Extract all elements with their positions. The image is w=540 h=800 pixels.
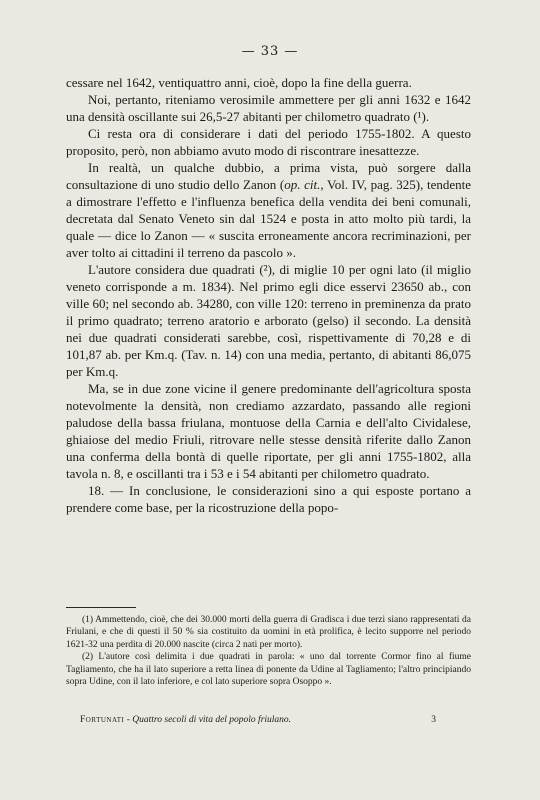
footnotes <box>66 614 471 688</box>
paragraph-text: In realtà, un qualche dubbio, a prima vista, può sorgere dalla consultazione di uno studio dello Zanon ( <box>66 160 471 192</box>
page-number: — 33 — <box>241 44 299 59</box>
paragraph-text: , Vol. IV, pag. 325), tendente a dimostrare l'effetto e l'influenza benefica della vendita dei beni comunali, decretata dal Senato Veneto sin dal 1524 e posta in atto molto più tardi, la quale — dice lo Zanon — « suscita erroneamente ancora recriminazioni, per aver tolto ai cittadini il terreno da pascolo ». <box>66 177 472 260</box>
paragraph: 18. — In conclusione, le considerazioni sino a qui esposte portano a prendere come base, per la ricostruzione della popo- <box>66 483 471 515</box>
paragraph: Ma, se in due zone vicine il genere predominante dell'agricoltura sposta notevolmente la densità, non crediamo azzardato, passando alle regioni paludose della bassa friulana, montuose della Carnia e dell'alto Cividalese, ghiaiose del medio Friuli, ritrovare nelle stesse densità riferite dallo Zanon una conferma della bontà di quelle riportate, per gli anni 1755-1802, alla tavola n. 8, e oscillanti tra i 53 e i 54 abitanti per chilometro quadrato. <box>66 381 471 481</box>
paragraph: Ci resta ora di considerare i dati del periodo 1755-1802. A questo proposito, però, non abbiamo avuto modo di riscontrare inesattezze. <box>66 126 471 158</box>
paragraph <box>66 159 471 261</box>
footer-title <box>80 715 291 725</box>
paragraph: cessare nel 1642, ventiquattro anni, cioè, dopo la fine della guerra. <box>66 75 412 90</box>
footnote: (1) Ammettendo, cioè, che dei 30.000 morti della guerra di Gradisca i due terzi siano rappresentati da Friulani, e che di questi il 50 % sia costituito da uomini in età prolifica, è lecito supporre nel periodo 1621-32 una perdita di 20.000 nascite (circa 2 nati per morto). <box>66 615 471 650</box>
footer-signature: 3 <box>431 715 436 725</box>
footnote-divider <box>66 607 136 608</box>
footer-book-title: - Quattro secoli di vita del popolo friulano. <box>124 715 292 725</box>
footer-author: Fortunati <box>80 715 125 725</box>
body-text <box>66 74 471 516</box>
footnote: (2) L'autore così delimita i due quadrati in parola: « uno dal torrente Cormor fino al fiume Tagliamento, che ha il lato superiore a retta linea di ponente da Udine al Tagliamento; l'altro principiando sopra Udine, con il lato inferiore, e col lato superiore sopra Osoppo ». <box>66 652 471 688</box>
paragraph: Noi, pertanto, riteniamo verosimile ammettere per gli anni 1632 e 1642 una densità oscillante sui 26,5-27 abitanti per chilometro quadrato (¹). <box>66 92 471 124</box>
running-footer <box>80 715 436 725</box>
citation: op. cit. <box>284 177 321 192</box>
paragraph: L'autore considera due quadrati (²), di miglie 10 per ogni lato (il miglio veneto corrisponde a m. 1834). Nel primo egli dice esservi 23650 ab., con ville 60; nel secondo ab. 34280, con ville 120: terreno in preminenza da prato il primo quadrato; terreno aratorio e arborato (gelso) il secondo. La densità nei due quadrati considerati sarebbe, così, rispettivamente di 70,28 e di 101,87 ab. per Km.q. (Tav. n. 14) con una media, pertanto, di abitanti 86,075 per Km.q. <box>66 262 471 379</box>
